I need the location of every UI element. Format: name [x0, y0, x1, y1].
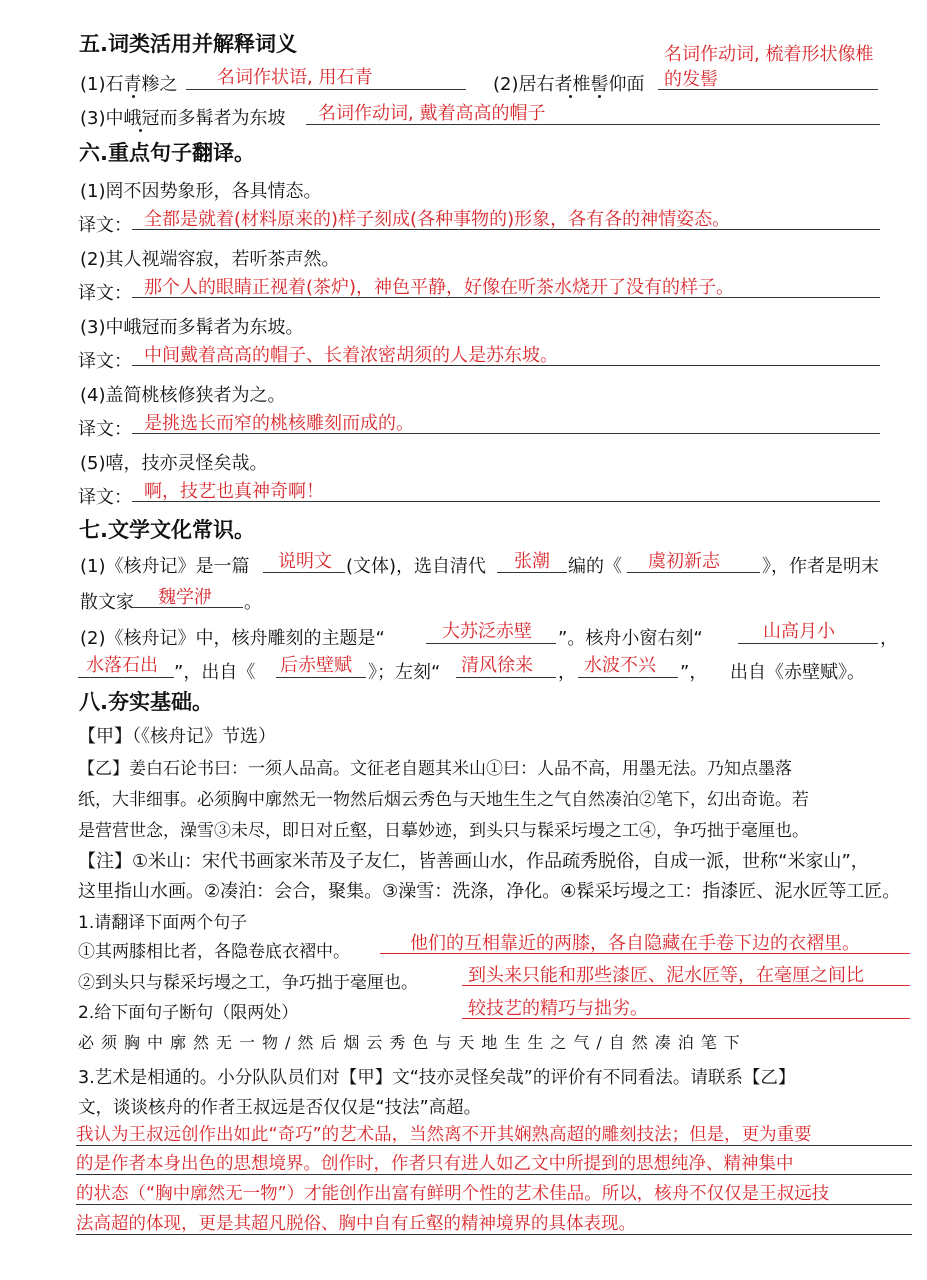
s7-l2-p1: 散文家	[80, 592, 134, 613]
s7-l1-a2: 张潮	[514, 551, 550, 572]
s8-notes-line1: 【注】①米山：宋代书画家米芾及子友仁，皆善画山水，作品疏秀脱俗，自成一派，世称“米家山”，	[78, 851, 869, 872]
s6-prefix: 译文：	[78, 283, 132, 304]
section-5-title: 五.词类活用并解释词义	[79, 32, 297, 56]
s6-q2: (2)其人视端容寂，若听茶声然。	[80, 249, 340, 270]
emphasis-dot	[132, 95, 135, 98]
s6-a1: 全都是就着(材料原来的)样子刻成(各种事物的)形象，各有各的神情姿态。	[144, 209, 731, 230]
s6-prefix: 译文：	[78, 351, 132, 372]
s8-yi-line1: 【乙】姜白石论书曰：一须人品高。文征老自题其米山①曰：人品不高，用墨无法。乃知点墨落	[78, 759, 792, 779]
s7-l4-a2: 后赤壁赋	[280, 655, 352, 676]
s7-l1-a3: 虞初新志	[648, 551, 720, 572]
s5-q3-label: (3)中峨冠而多髯者为东坡	[80, 108, 286, 129]
s7-l4-a1: 水落石出	[86, 655, 158, 676]
s7-l4-p4: ”，	[680, 662, 708, 683]
s6-prefix: 译文：	[78, 487, 132, 508]
s8-q1-a2a: 到头来只能和那些漆匠、泥水匠等，在毫厘之间比	[468, 965, 864, 986]
emphasis-dot	[139, 129, 142, 132]
s8-q1-s2: ②到头只与髹采圬墁之工，争巧拙于毫厘也。	[78, 973, 418, 993]
s8-q1-s1: ①其两膝相比者，各隐卷底衣褶中。	[78, 942, 350, 962]
s8-q2-text: 必须胸中廓然无一物/然后烟云秀色与天地生生之气/自然凑泊笔下	[78, 1033, 747, 1052]
s5-q1-answer: 名词作状语, 用石青	[217, 67, 373, 88]
s7-l2-a1: 魏学洢	[158, 587, 212, 608]
s8-q3-answer-rule	[76, 1174, 912, 1175]
s7-l3-a1: 大苏泛赤壁	[442, 621, 532, 642]
s6-a3: 中间戴着高高的帽子、长着浓密胡须的人是苏东坡。	[144, 345, 558, 366]
s7-l3-a1-line	[426, 643, 556, 644]
s6-a5: 啊，技艺也真神奇啊！	[144, 481, 324, 502]
s8-q1-title: 1.请翻译下面两个句子	[78, 913, 248, 933]
s8-q2-title: 2.给下面句子断句（限两处）	[78, 1003, 299, 1023]
s5-q2-label: (2)居右者椎髻仰面	[493, 74, 645, 95]
s5-q1-label: (1)石青糁之	[80, 74, 178, 95]
s6-prefix: 译文：	[78, 419, 132, 440]
s6-a4: 是挑选长而窄的桃核雕刻而成的。	[144, 413, 414, 434]
section-8-title: 八.夯实基础。	[79, 690, 213, 714]
s7-l4-p2: 》；左刻“	[368, 662, 441, 683]
section-7-title: 七.文学文化常识。	[79, 518, 255, 542]
s7-l4-p5: 出自《赤壁赋》。	[730, 662, 865, 683]
s7-l1-a1: 说明文	[278, 551, 332, 572]
s7-l3-a2-line	[738, 643, 878, 644]
s6-a2: 那个人的眼睛正视着(茶炉)，神色平静，好像在听茶水烧开了没有的样子。	[144, 277, 735, 298]
s8-q3-answer-rule	[76, 1234, 912, 1235]
s8-q3-answer-line1: 我认为王叔远创作出如此“奇巧”的艺术品，当然离不开其娴熟高超的雕刻技法；但是，更为重要	[76, 1125, 812, 1145]
s7-l4-a4: 水波不兴	[584, 655, 656, 676]
s8-q3-answer-line4: 法高超的体现，更是其超凡脱俗、胸中自有丘壑的精神境界的具体表现。	[76, 1214, 636, 1234]
s5-q2-answer-line2: 的发髻	[664, 69, 718, 90]
s7-l4-a1-line	[78, 677, 174, 678]
s7-l3-p1: (2)《核舟记》中，核舟雕刻的主题是“	[80, 628, 385, 649]
s8-q3-answer-rule	[76, 1145, 912, 1146]
s8-notes-line2: 这里指山水画。②凑泊：会合，聚集。③澡雪：洗涤，净化。④髹采圬墁之工：指漆匠、泥水匠等工匠。	[78, 881, 901, 902]
s6-q3: (3)中峨冠而多髯者为东坡。	[80, 317, 304, 338]
emphasis-dot	[569, 95, 572, 98]
s7-l4-a3: 清风徐来	[461, 655, 533, 676]
s7-l3-p2: ”。核舟小窗右刻“	[558, 628, 703, 649]
s7-l1-p4: 》，作者是明末	[762, 556, 879, 577]
s5-q2-answer-line1: 名词作动词, 梳着形状像椎	[664, 44, 874, 65]
s7-l1-p3: 编的《	[568, 556, 622, 577]
s7-l1-p1: (1)《核舟记》是一篇	[80, 556, 250, 577]
s7-l3-p3: ，	[880, 628, 898, 649]
s8-jia: 【甲】（《核舟记》节选）	[78, 726, 276, 747]
s5-q3-answer: 名词作动词, 戴着高高的帽子	[318, 103, 546, 124]
s7-l4-p3: ，	[558, 662, 576, 683]
s6-q4: (4)盖简桃核修狭者为之。	[80, 385, 286, 406]
s8-yi-line2: 纸，大非细事。必须胸中廓然无一物然后烟云秀色与天地生生之气自然凑泊②笔下，幻出奇诡。若	[78, 790, 809, 810]
s8-yi-line3: 是营营世念，澡雪③未尽，即日对丘壑，日摹妙迹，到头只与髹采圬墁之工④，争巧拙于毫厘也。	[78, 821, 809, 841]
s8-q3-line2: 文，谈谈核舟的作者王叔远是否仅仅是“技法”高超。	[78, 1098, 482, 1118]
s8-q3-answer-line2: 的是作者本身出色的思想境界。创作时，作者只有进人如乙文中所提到的思想纯净、精神集中	[76, 1154, 794, 1174]
s7-l4-p1: ”，出自《	[174, 662, 256, 683]
emphasis-dot	[598, 95, 601, 98]
s7-l4-a4-line	[578, 677, 678, 678]
s7-l4-a2-line	[276, 677, 366, 678]
s8-q1-a2b-line	[462, 1018, 910, 1019]
s8-q1-a1: 他们的互相靠近的两膝，各自隐藏在手卷下边的衣褶里。	[410, 933, 860, 954]
s6-prefix: 译文：	[78, 215, 132, 236]
s7-l4-a3-line	[456, 677, 556, 678]
s6-q5: (5)嘻，技亦灵怪矣哉。	[80, 453, 268, 474]
s5-q1-line	[186, 89, 466, 90]
s7-l2-p2: 。	[244, 592, 262, 613]
s8-q3-answer-line3: 的状态（“胸中廓然无一物”）才能创作出富有鲜明个性的艺术佳品。所以，核舟不仅仅是王叔远技	[76, 1184, 830, 1204]
s7-l1-p2: (文体)，选自清代	[346, 556, 487, 577]
s8-q1-a2b: 较技艺的精巧与拙劣。	[468, 998, 648, 1019]
s6-q1: (1)罔不因势象形，各具情态。	[80, 181, 322, 202]
s7-l3-a2: 山高月小	[763, 621, 835, 642]
s8-q3-line1: 3.艺术是相通的。小分队队员们对【甲】文“技亦灵怪矣哉”的评价有不同看法。请联系【乙】	[78, 1068, 796, 1088]
s8-q3-answer-rule	[76, 1204, 912, 1205]
section-6-title: 六.重点句子翻译。	[79, 141, 255, 165]
